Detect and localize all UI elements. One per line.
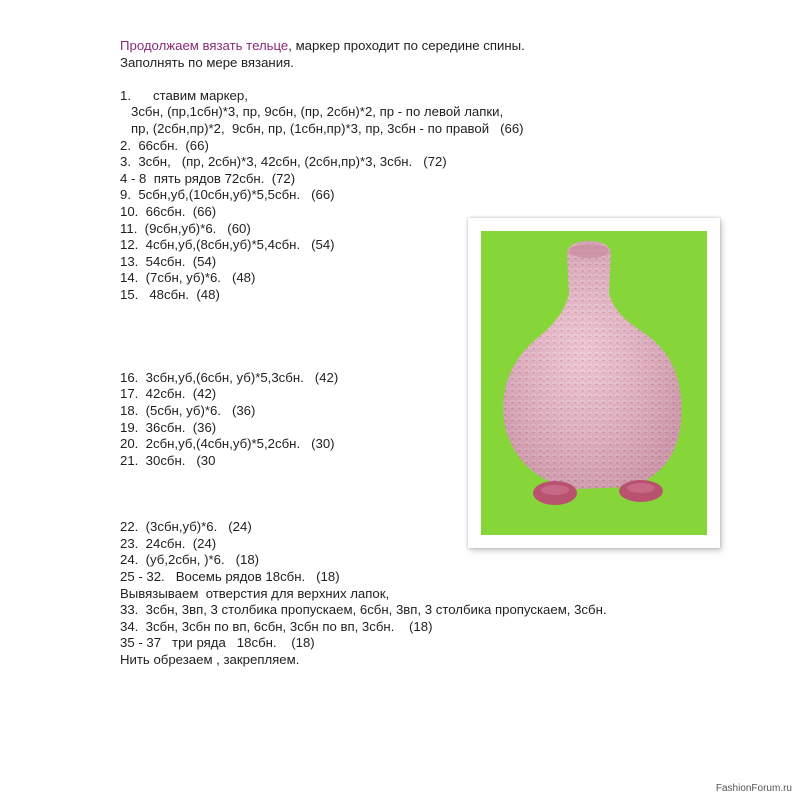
pattern-row: 1. ставим маркер, <box>120 87 248 103</box>
spacer <box>120 71 780 88</box>
pattern-row: 15. 48сбн. (48) <box>120 286 220 302</box>
pattern-row: 33. 3сбн, 3вп, 3 столбика пропускаем, 6сбн, 3вп, 3 столбика пропускаем, 3сбн. <box>120 602 607 618</box>
pattern-row: 20. 2сбн,уб,(4сбн,уб)*5,2сбн. (30) <box>120 436 335 452</box>
pattern-row: 9. 5сбн,уб,(10сбн,уб)*5,5сбн. (66) <box>120 187 335 203</box>
intro-accent: Продолжаем вязать тельце <box>120 38 289 53</box>
pattern-row: 19. 36сбн. (36) <box>120 419 217 435</box>
pattern-row: 13. 54сбн. (54) <box>120 253 217 269</box>
watermark: FashionForum.ru <box>715 783 792 794</box>
pattern-row: 4 - 8 пять рядов 72сбн. (72) <box>120 170 296 186</box>
pattern-row: 23. 24сбн. (24) <box>120 535 217 551</box>
intro-line-1 <box>120 38 780 55</box>
pattern-row: 17. 42сбн. (42) <box>120 386 217 402</box>
pattern-row: 25 - 32. Восемь рядов 18сбн. (18) <box>120 569 340 584</box>
toy-body-photo <box>481 231 707 535</box>
photo-frame <box>468 218 720 548</box>
pattern-row: 21. 30сбн. (30 <box>120 452 216 468</box>
pattern-row: 18. (5сбн, уб)*6. (36) <box>120 403 256 419</box>
pattern-row: 14. (7сбн, уб)*6. (48) <box>120 270 256 286</box>
intro-line-2: Заполнять по мере вязания. <box>120 54 294 70</box>
pattern-row: 3сбн, (пр,1сбн)*3, пр, 9сбн, (пр, 2сбн)*2, пр - по левой лапки, <box>120 104 504 120</box>
pattern-row: 11. (9сбн,уб)*6. (60) <box>120 220 251 236</box>
pattern-row: Нить обрезаем , закрепляем. <box>120 651 300 667</box>
pattern-row: 35 - 37 три ряда 18сбн. (18) <box>120 635 315 651</box>
pattern-row: 24. (уб,2сбн, )*6. (18) <box>120 552 260 568</box>
pattern-row: пр, (2сбн,пр)*2, 9сбн, пр, (1сбн,пр)*3, пр, 3сбн - по правой (66) <box>120 120 524 136</box>
intro-rest: , маркер проходит по середине спины. <box>288 38 525 53</box>
pattern-row: 12. 4сбн,уб,(8сбн,уб)*5,4сбн. (54) <box>120 237 335 253</box>
pattern-row: 34. 3сбн, 3сбн по вп, 6сбн, 3сбн по вп, 3сбн. (18) <box>120 618 433 634</box>
pattern-row: 16. 3сбн,уб,(6сбн, уб)*5,3сбн. (42) <box>120 369 339 385</box>
pattern-row: 3. 3сбн, (пр, 2сбн)*3, 42сбн, (2сбн,пр)*3, 3сбн. (72) <box>120 154 447 170</box>
pattern-row: 2. 66сбн. (66) <box>120 137 209 153</box>
pattern-row: 22. (3сбн,уб)*6. (24) <box>120 519 252 535</box>
pattern-row: 10. 66сбн. (66) <box>120 203 217 219</box>
pattern-row: Вывязываем отверстия для верхних лапок, <box>120 585 390 601</box>
